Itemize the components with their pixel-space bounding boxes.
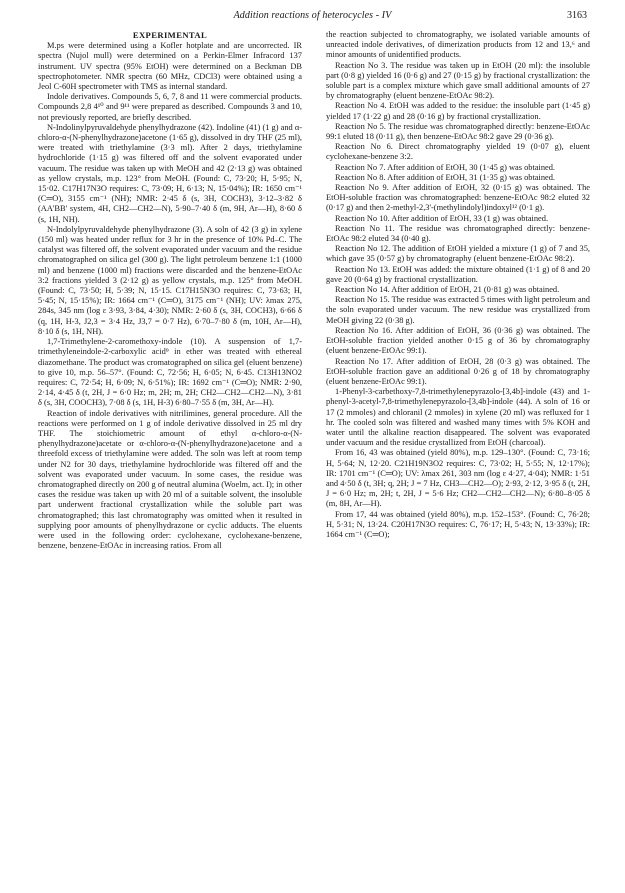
paragraph-reaction-9: Reaction No 9. After addition of EtOH, 32 (0·15 g) was obtained. The EtOH-soluble fraction was chromatographed: benzene-EtOAc 98:2 eluted 32 (0·17 g) and then 2-methyl-2,3'-(methylindolyl)indoxyl¹² (0·1 g). — [326, 183, 590, 213]
page-header — [0, 10, 625, 26]
paragraph-reaction-6: Reaction No 6. Direct chromatography yielded 19 (0·07 g), eluent cyclohexane-benzene 3:2. — [326, 142, 590, 162]
paragraph-reaction-5: Reaction No 5. The residue was chromatographed directly: benzene-EtOAc 99:1 eluted 18 (0·11 g), then benzene-EtOAc 98:2 gave 29 (0·36 g). — [326, 121, 590, 142]
paragraph-reaction-15: Reaction No 15. The residue was extracted 5 times with light petroleum and the soln evaporated under vacuum. The new residue was crystallized from MeOH giving 22 (0·38 g). — [326, 295, 590, 325]
paragraph-reaction-14: Reaction No 14. After addition of EtOH, 21 (0·81 g) was obtained. — [335, 285, 560, 295]
section-title: EXPERIMENTAL — [132, 30, 208, 40]
paragraph-compound-44: From 17, 44 was obtained (yield 80%), m.p. 152–153°. (Found: C, 76·28; H, 5·31; N, 13·24. C20H17N3O requires: C, 76·17; H, 5·43; N, 13·33%); IR: 1664 cm⁻¹ (C═O); — [326, 509, 590, 539]
paragraph-general-procedure: Reaction of indole derivatives with nitrilimines, general procedure. All the reactions were performed on 1 g of indole derivative dissolved in 25 ml dry THF. The stoichiometric amount of ethyl α-chloro-α-(N-phenylhydrazone)acetate or α-chloro-α-(N-phenylhydrazone)acetone and a threefold excess of triethylamine were added. The soln was left at room temp under N2 for 30 days, triethylamine hydrochloride was filtered off and the solvent was evaporated under vacuum. In some cases, the residue was chromatographed directly on 200 g of neutral alumina (Woelm, act. I); in other cases the residue was taken up with 20 ml of a suitable solvent, the insoluble part underwent fractional crystallization while the soluble part was chromatographed; this last chromatography was omitted when it resulted in supplying poor amounts of phenylhydrazone or cyclic adducts. The eluents were used in the following order: cyclohexane, cyclohexane-benzene, benzene, benzene-EtOAc in increasing ratios. From all — [38, 408, 302, 551]
paragraph-compound-42: N-Indolinylpyruvaldehyde phenylhydrazone (42). Indoline (41) (1 g) and α-chloro-α-(N-phenylhydrazone)acetone (1·65 g), dissolved in dry THF (25 ml), were treated with triethylamine (3·3 ml). After 2 days, triethylamine hydrochloride (1·15 g) was filtered off and the solvent evaporated under vacuum. The residue was taken up with MeOH and 42 (2·13 g) was obtained as yellow crystals, m.p. 123° from MeOH. (Found: C, 73·20; H, 5·95; N, 15·02. C17H17N3O requires: C, 73·09; H, 6·13; N, 15·04%); IR: 1650 cm⁻¹ (C═O), 3155 cm⁻¹ (NH); NMR: 2·45 δ (s, 3H, COCH3), 3·12–3·82 δ (AA'BB' system, 4H, CH2—CH2—N), 5·90–7·40 δ (m, 9H, Ar—H), 8·60 δ (s, 1H, NH). — [38, 122, 302, 224]
paragraph-reaction-8: Reaction No 8. After addition of EtOH, 31 (1·35 g) was obtained. — [335, 172, 556, 182]
page-number: 3163 — [567, 10, 587, 21]
paragraph-compound-3: N-Indolylpyruvaldehyde phenylhydrazone (3). A soln of 42 (3 g) in xylene (150 ml) was heated under reflux for 3 hr in the presence of 10% Pd–C. The catalyst was filtered off, the solvent evaporated under vacuum and the residue chromatographed on silica gel (300 g). The light petroleum benzene 1:1 (1000 ml) and benzene (1000 ml) fractions were discarded and the benzene-EtOAc 3:2 fractions yielded 3 (2·12 g) as yellow crystals, m.p. 125° from MeOH. (Found: C, 73·50; H, 5·39; N, 15·15. C17H15N3O requires: C, 73·63; H, 5·45; N, 15·15%); IR: 1664 cm⁻¹ (C═O), 3175 cm⁻¹ (NH); UV: λmax 275, 284s, 345 nm (log ε 3·93, 3·84, 4·30); NMR: 2·60 δ (s, 3H, COCH3), 6·66 δ (q, 1H, H-3, J2,3 = 3·4 Hz, J3,7 = 0·7 Hz), 6·70–7·80 δ (m, 10H, Ar—H), 8·10 δ (s, 1H, NH). — [38, 224, 302, 336]
paragraph-methods: M.ps were determined using a Kofler hotplate and are uncorrected. IR spectra (Nujol mull) were determined on a Perkin-Elmer Infracord 137 instrument. UV spectra (95% EtOH) were determined on a Beckman DB spectrophotometer. NMR spectra (60 MHz, CDCl3) were obtained using a Jeol C-60H spectrometer with TMS as internal standard. — [38, 41, 302, 92]
paragraph-reaction-11: Reaction No 11. The residue was chromatographed directly: benzene-EtOAc 98:2 eluted 34 (0·40 g). — [326, 223, 590, 244]
left-column — [38, 30, 302, 890]
paragraph-reaction-12: Reaction No 12. The addition of EtOH yielded a mixture (1 g) of 7 and 35, which gave 35 (0·57 g) by chromatography (eluent benzene-EtOAc 98:2). — [326, 244, 590, 264]
paragraph-pyrazoloindoles: 1-Phenyl-3-carbethoxy-7,8-trimethylenepyrazolo-[3,4b]-indole (43) and 1-phenyl-3-acetyl-7,8-trimethylenepyrazolo-[3,4b]-indole (44). A soln of 16 or 17 (2 mmoles) and chloranil (2 mmoles) in xylene (20 ml) was refluxed for 1 hr. The cooled soln was filtered and washed many times with 5% KOH and water until the alkaline reaction disappeared. The solvent was evaporated under vacuum and the residue crystallized from EtOH (charcoal). — [326, 387, 590, 448]
paragraph-reaction-4: Reaction No 4. EtOH was added to the residue: the insoluble part (1·45 g) yielded 17 (1·22 g) and 28 (0·16 g) by fractional crystallization. — [326, 101, 590, 121]
right-column — [326, 30, 590, 890]
paragraph-reaction-13: Reaction No 13. EtOH was added: the mixture obtained (1·1 g) of 8 and 20 gave 20 (0·64 g) by fractional crystallization. — [326, 264, 590, 284]
paragraph-reaction-16: Reaction No 16. After addition of EtOH, 36 (0·36 g) was obtained. The EtOH-soluble fraction yielded another 0·15 g of 36 by chromatography (eluent benzene-EtOAc 99:1). — [326, 325, 590, 356]
paragraph-reaction-10: Reaction No 10. After addition of EtOH, 33 (1 g) was obtained. — [335, 213, 549, 223]
paragraph-indole-derivatives: Indole derivatives. Compounds 5, 6, 7, 8 and 11 were commercial products. Compounds 2,8 4¹⁰ and 9¹¹ were prepared as described. Compounds 3 and 10, not previously reported, are briefly described. — [38, 92, 302, 122]
paragraph-compound-10: 1,7-Trimethylene-2-caromethoxy-indole (10). A suspension of 1,7-trimethyleneindole-2-carboxylic acid⁹ in ether was treated with ethereal diazomethane. The product was cromatographed on silica gel (eluent benzene) to give 10, m.p. 56–57°. (Found: C, 72·56; H, 6·05; N, 6·45. C13H13NO2 requires: C, 72·54; H, 6·09; N, 6·51%); IR: 1692 cm⁻¹ (C═O); NMR: 2·90, 2·14, 4·45 δ (t, 2H, J = 6·0 Hz; m, 2H; m, 2H; CH2—CH2—CH2—N), 3·81 δ (s, 3H, COOCH3), 7·08 δ (s, 1H, H-3) 6·80–7·55 δ (m, 3H, Ar—H). — [38, 337, 302, 408]
paragraph-reaction-17: Reaction No 17. After addition of EtOH, 28 (0·3 g) was obtained. The EtOH-soluble fraction gave an additional 0·26 g of 18 by chromatography (eluent benzene-EtOAc 99:1). — [326, 356, 590, 386]
running-title: Addition reactions of heterocycles - IV — [233, 10, 392, 21]
paragraph-continued: the reaction subjected to chromatography, we isolated variable amounts of unreacted indole derivatives, of dimerization products from 12 and 13,⁶ and minor amounts of unidentified products. — [326, 30, 590, 60]
paragraph-reaction-7: Reaction No 7. After addition of EtOH, 30 (1·45 g) was obtained. — [335, 162, 556, 172]
paragraph-reaction-3: Reaction No 3. The residue was taken up in EtOH (20 ml): the insoluble part (0·8 g) yielded 16 (0·6 g) and 27 (0·15 g) by fractional crystallization: the soluble part is a complex mixture which gave small additional amounts of 27 by chromatography (eluent benzene-EtOAc 98:2). — [326, 60, 590, 101]
paragraph-compound-43: From 16, 43 was obtained (yield 80%), m.p. 129–130°. (Found: C, 73·16; H, 5·64; N, 12·20. C21H19N3O2 requires: C, 73·02; H, 5·55; N, 12·17%); IR: 1701 cm⁻¹ (C═O); UV: λmax 261, 303 nm (log ε 4·27, 4·04); NMR: 1·51 and 4·50 δ (t, 3H; q, 2H; J = 7 Hz, CH3—CH2—O); 2·93, 2·12, 3·95 δ (t, 2H, J = 6·0 Hz; m, 2H; t, 2H, J = 5·6 Hz; CH2—CH2—CH2—N); 6·80–8·05 δ (m, 8H, Ar—H). — [326, 448, 590, 509]
